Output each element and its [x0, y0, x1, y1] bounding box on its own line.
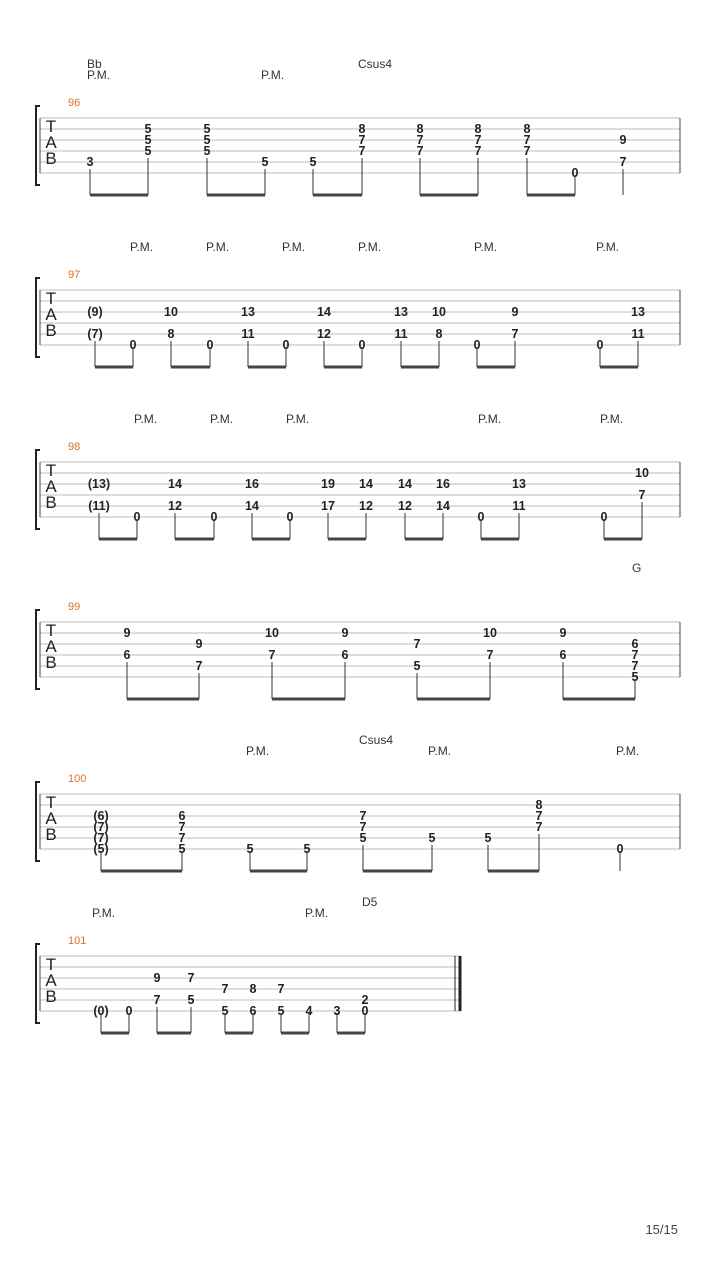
fret-number: 7: [535, 820, 543, 834]
fret-number: 6: [178, 809, 186, 823]
tab-clef-letter: T: [45, 289, 57, 308]
tab-clef-letter: A: [45, 809, 57, 828]
fret-number: 8: [416, 122, 424, 136]
chord-name: D5: [362, 895, 378, 909]
fret-number: 10: [635, 466, 649, 480]
palm-mute-label: P.M.: [92, 906, 116, 920]
fret-number: (7): [87, 327, 103, 341]
chord-name: G: [632, 561, 642, 575]
fret-number: 7: [413, 637, 421, 651]
fret-number: 12: [317, 327, 331, 341]
fret-number: 5: [144, 144, 152, 158]
fret-number: 3: [333, 1004, 341, 1018]
fret-number: 7: [474, 144, 482, 158]
fret-number: 7: [631, 648, 639, 662]
tab-clef-letter: B: [45, 149, 57, 168]
system-bracket: [36, 610, 40, 689]
fret-number: 0: [596, 338, 604, 352]
fret-number: (6): [93, 809, 109, 823]
fret-number: 5: [203, 122, 211, 136]
tab-clef-letter: T: [45, 117, 57, 136]
measure-number: 99: [68, 601, 81, 613]
fret-number: 11: [394, 327, 408, 341]
fret-number: 0: [477, 510, 485, 524]
fret-number: 7: [178, 820, 186, 834]
tab-clef-letter: A: [45, 477, 57, 496]
fret-number: 11: [512, 499, 526, 513]
fret-number: 14: [317, 305, 331, 319]
measure-number: 97: [68, 269, 81, 281]
chord-name: Csus4: [359, 733, 394, 747]
fret-number: 0: [616, 842, 624, 856]
tab-clef-letter: B: [45, 987, 57, 1006]
fret-number: (5): [93, 842, 109, 856]
fret-number: (11): [88, 499, 110, 513]
fret-number: 7: [511, 327, 519, 341]
tab-clef-letter: B: [45, 493, 57, 512]
fret-number: 5: [413, 659, 421, 673]
fret-number: 5: [144, 133, 152, 147]
fret-number: 9: [619, 133, 627, 147]
fret-number: 7: [268, 648, 276, 662]
chord-name: Bb: [87, 57, 102, 71]
fret-number: 6: [631, 637, 639, 651]
fret-number: 14: [436, 499, 450, 513]
fret-number: 7: [619, 155, 627, 169]
fret-number: 10: [164, 305, 178, 319]
palm-mute-label: P.M.: [616, 744, 640, 758]
system-bracket: [36, 278, 40, 357]
fret-number: 0: [600, 510, 608, 524]
fret-number: 7: [523, 133, 531, 147]
chord-name: Csus4: [358, 57, 393, 71]
fret-number: 0: [282, 338, 290, 352]
tab-clef-letter: A: [45, 971, 57, 990]
palm-mute-label: P.M.: [87, 68, 111, 82]
system-bracket: [36, 450, 40, 529]
fret-number: 7: [358, 144, 366, 158]
fret-number: 5: [187, 993, 195, 1007]
tab-clef-letter: B: [45, 653, 57, 672]
system-bracket: [36, 782, 40, 861]
fret-number: 2: [361, 993, 369, 1007]
fret-number: 7: [187, 971, 195, 985]
palm-mute-label: P.M.: [596, 240, 620, 254]
fret-number: 5: [203, 144, 211, 158]
fret-number: 6: [559, 648, 567, 662]
fret-number: 8: [523, 122, 531, 136]
fret-number: 0: [210, 510, 218, 524]
fret-number: 13: [512, 477, 526, 491]
fret-number: 5: [484, 831, 492, 845]
fret-number: 5: [428, 831, 436, 845]
palm-mute-label: P.M.: [130, 240, 154, 254]
fret-number: 5: [144, 122, 152, 136]
fret-number: 5: [631, 670, 639, 684]
palm-mute-label: P.M.: [246, 744, 270, 758]
tab-clef-letter: B: [45, 321, 57, 340]
palm-mute-label: P.M.: [261, 68, 285, 82]
fret-number: 5: [246, 842, 254, 856]
fret-number: 7: [359, 809, 367, 823]
fret-number: 0: [133, 510, 141, 524]
measure-number: 100: [68, 773, 87, 785]
fret-number: 7: [486, 648, 494, 662]
fret-number: 5: [203, 133, 211, 147]
page-number: 15/15: [645, 1222, 678, 1237]
fret-number: 0: [129, 338, 137, 352]
fret-number: 0: [206, 338, 214, 352]
fret-number: 14: [245, 499, 259, 513]
fret-number: 5: [178, 842, 186, 856]
tab-clef-letter: T: [45, 621, 57, 640]
fret-number: 9: [511, 305, 519, 319]
fret-number: 19: [321, 477, 335, 491]
fret-number: 8: [435, 327, 443, 341]
fret-number: 10: [483, 626, 497, 640]
measure-number: 98: [68, 441, 81, 453]
fret-number: (13): [87, 477, 111, 491]
fret-number: 9: [153, 971, 161, 985]
fret-number: 5: [303, 842, 311, 856]
fret-number: 5: [309, 155, 317, 169]
fret-number: 4: [305, 1004, 313, 1018]
fret-number: 9: [559, 626, 567, 640]
palm-mute-label: P.M.: [600, 412, 624, 426]
tab-clef-letter: A: [45, 305, 57, 324]
measure-number: 96: [68, 97, 81, 109]
fret-number: 13: [241, 305, 255, 319]
fret-number: 7: [416, 133, 424, 147]
fret-number: 0: [125, 1004, 133, 1018]
tab-clef-letter: T: [45, 461, 57, 480]
system-bracket: [36, 944, 40, 1023]
fret-number: 6: [123, 648, 131, 662]
fret-number: 5: [359, 831, 367, 845]
fret-number: 0: [358, 338, 366, 352]
fret-number: 9: [195, 637, 203, 651]
fret-number: 0: [473, 338, 481, 352]
fret-number: 7: [523, 144, 531, 158]
fret-number: 7: [153, 993, 161, 1007]
fret-number: 7: [195, 659, 203, 673]
fret-number: 11: [241, 327, 255, 341]
fret-number: 17: [321, 499, 335, 513]
fret-number: 7: [277, 982, 285, 996]
palm-mute-label: P.M.: [358, 240, 382, 254]
tab-clef-letter: T: [45, 793, 57, 812]
fret-number: 0: [286, 510, 294, 524]
palm-mute-label: P.M.: [206, 240, 230, 254]
fret-number: 10: [432, 305, 446, 319]
palm-mute-label: P.M.: [428, 744, 452, 758]
palm-mute-label: P.M.: [210, 412, 234, 426]
measure-number: 101: [68, 935, 87, 947]
palm-mute-label: P.M.: [286, 412, 310, 426]
fret-number: 14: [359, 477, 373, 491]
fret-number: 3: [86, 155, 94, 169]
fret-number: 12: [168, 499, 182, 513]
fret-number: 12: [398, 499, 412, 513]
fret-number: 7: [221, 982, 229, 996]
fret-number: 16: [436, 477, 450, 491]
fret-number: 8: [535, 798, 543, 812]
tab-clef-letter: A: [45, 133, 57, 152]
fret-number: 5: [221, 1004, 229, 1018]
fret-number: (7): [93, 820, 109, 834]
fret-number: 7: [474, 133, 482, 147]
tab-clef-letter: T: [45, 955, 57, 974]
fret-number: 9: [123, 626, 131, 640]
palm-mute-label: P.M.: [134, 412, 158, 426]
fret-number: 16: [245, 477, 259, 491]
fret-number: 8: [474, 122, 482, 136]
fret-number: 7: [178, 831, 186, 845]
palm-mute-label: P.M.: [474, 240, 498, 254]
fret-number: 7: [631, 659, 639, 673]
fret-number: 9: [341, 626, 349, 640]
fret-number: 5: [277, 1004, 285, 1018]
fret-number: 7: [358, 133, 366, 147]
fret-number: (0): [93, 1004, 109, 1018]
fret-number: 14: [168, 477, 182, 491]
palm-mute-label: P.M.: [305, 906, 329, 920]
fret-number: 11: [631, 327, 645, 341]
fret-number: (9): [87, 305, 103, 319]
palm-mute-label: P.M.: [478, 412, 502, 426]
system-bracket: [36, 106, 40, 185]
fret-number: (7): [93, 831, 109, 845]
fret-number: 14: [398, 477, 412, 491]
fret-number: 0: [361, 1004, 369, 1018]
fret-number: 7: [535, 809, 543, 823]
fret-number: 7: [638, 488, 646, 502]
fret-number: 10: [265, 626, 279, 640]
fret-number: 8: [249, 982, 257, 996]
fret-number: 7: [359, 820, 367, 834]
fret-number: 6: [249, 1004, 257, 1018]
fret-number: 8: [358, 122, 366, 136]
fret-number: 13: [631, 305, 645, 319]
fret-number: 12: [359, 499, 373, 513]
palm-mute-label: P.M.: [282, 240, 306, 254]
fret-number: 7: [416, 144, 424, 158]
fret-number: 0: [571, 166, 579, 180]
fret-number: 5: [261, 155, 269, 169]
fret-number: 13: [394, 305, 408, 319]
tab-clef-letter: B: [45, 825, 57, 844]
tab-clef-letter: A: [45, 637, 57, 656]
fret-number: 8: [167, 327, 175, 341]
fret-number: 6: [341, 648, 349, 662]
